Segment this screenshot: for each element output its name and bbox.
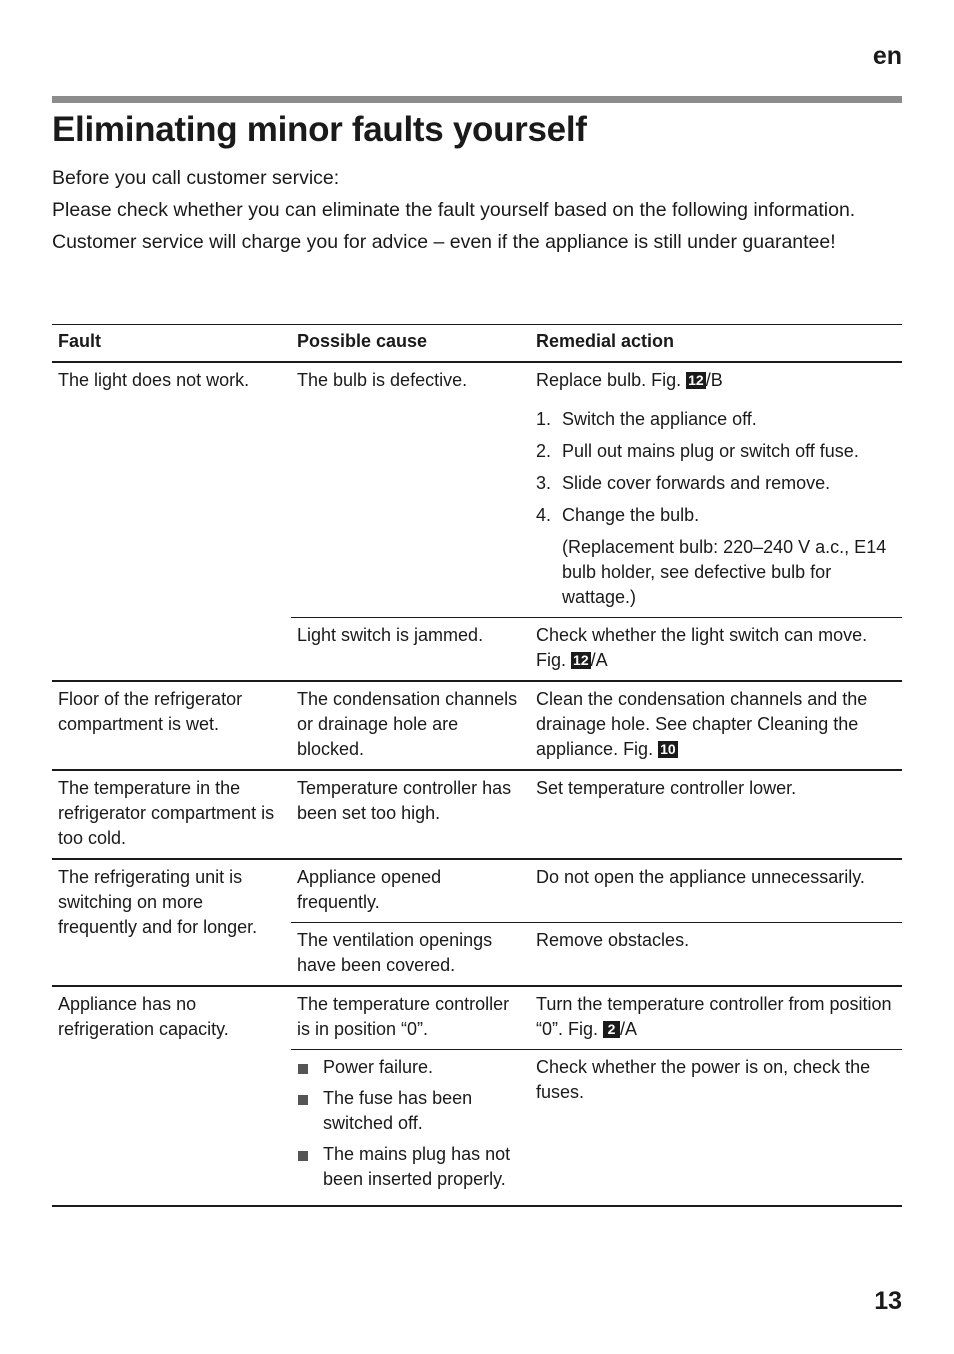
fault-cell: The light does not work. (58, 370, 250, 390)
cause-item: The fuse has been switched off. (297, 1086, 524, 1136)
action-cell (530, 986, 902, 1050)
step-text: Change the bulb. (562, 505, 700, 525)
action-cell (530, 362, 902, 618)
cause-list (297, 1055, 524, 1192)
action-cell (530, 618, 902, 682)
intro-paragraph: Before you call customer service: (52, 167, 340, 189)
action-cell: Do not open the appliance unnecessarily. (530, 859, 902, 923)
cause-cell: The bulb is defective. (297, 370, 468, 390)
page-number: 13 (874, 1287, 902, 1315)
step-number: 2. (536, 441, 552, 461)
fault-cell: The temperature in the refrigerator compartment is too cold. (52, 770, 291, 859)
step-number: 3. (536, 473, 552, 493)
fault-cell: Appliance has no refrigeration capacity. (52, 986, 291, 1206)
step-item (536, 407, 896, 432)
action-text: Clean the condensation channels and the drainage hole. See chapter Cleaning the appliance. Fig. (536, 689, 868, 759)
figure-ref: 10 (660, 741, 676, 757)
figure-ref: 2 (603, 1021, 620, 1038)
fault-cell: Floor of the refrigerator compartment is wet. (52, 681, 291, 770)
column-header-fault: Fault (52, 325, 291, 363)
table-header-row (52, 325, 902, 363)
cause-cell (291, 1050, 530, 1207)
cause-cell: The temperature controller is in position “0”. (291, 986, 530, 1050)
cause-cell: The condensation channels or drainage hole are blocked. (291, 681, 530, 770)
action-text: /B (705, 370, 723, 390)
figure-ref: 12 (688, 372, 704, 388)
table-row (52, 986, 902, 1050)
column-header-cause: Possible cause (291, 325, 530, 363)
replacement-bulb-note: (Replacement bulb: 220–240 V a.c., E14 bulb holder, see defective bulb for wattage.) (562, 537, 887, 607)
fault-cell: The refrigerating unit is switching on more frequently and for longer. (52, 859, 291, 986)
cause-cell: Appliance opened frequently. (291, 859, 530, 923)
table-row (52, 770, 902, 859)
cause-item: Power failure. (297, 1055, 524, 1080)
intro-paragraph: Customer service will charge you for advice – even if the appliance is still under guarantee! (52, 231, 836, 253)
column-header-action: Remedial action (530, 325, 902, 363)
action-cell: Remove obstacles. (530, 923, 902, 987)
step-item (536, 471, 896, 496)
header-rule (52, 96, 902, 103)
table-row (52, 362, 902, 618)
step-item (536, 503, 896, 528)
action-cell: Check whether the power is on, check the fuses. (530, 1050, 902, 1207)
step-text: Slide cover forwards and remove. (562, 473, 831, 493)
intro-text (52, 166, 902, 262)
language-code: en (872, 42, 902, 70)
cause-cell: Light switch is jammed. (291, 618, 530, 682)
step-list (536, 407, 896, 528)
step-item (536, 439, 896, 464)
figure-ref: 12 (573, 652, 589, 668)
cause-cell: The ventilation openings have been covered. (291, 923, 530, 987)
action-text: /A (590, 650, 608, 670)
step-number: 4. (536, 505, 552, 525)
step-number: 1. (536, 409, 552, 429)
action-cell: Set temperature controller lower. (530, 770, 902, 859)
page-title: Eliminating minor faults yourself (52, 110, 587, 149)
table-row (52, 859, 902, 923)
step-text: Pull out mains plug or switch off fuse. (562, 441, 859, 461)
action-text: /A (620, 1019, 638, 1039)
action-cell (530, 681, 902, 770)
action-text: Check whether the light switch can move. Fig. (536, 625, 868, 670)
intro-paragraph: Please check whether you can eliminate the fault yourself based on the following information. (52, 199, 856, 221)
fault-table (52, 324, 902, 1207)
step-text: Switch the appliance off. (562, 409, 757, 429)
cause-cell: Temperature controller has been set too high. (291, 770, 530, 859)
action-text: Replace bulb. Fig. (536, 370, 682, 390)
table-row (52, 681, 902, 770)
action-text: Turn the temperature controller from position “0”. Fig. (536, 994, 892, 1039)
cause-item: The mains plug has not been inserted properly. (297, 1142, 524, 1192)
